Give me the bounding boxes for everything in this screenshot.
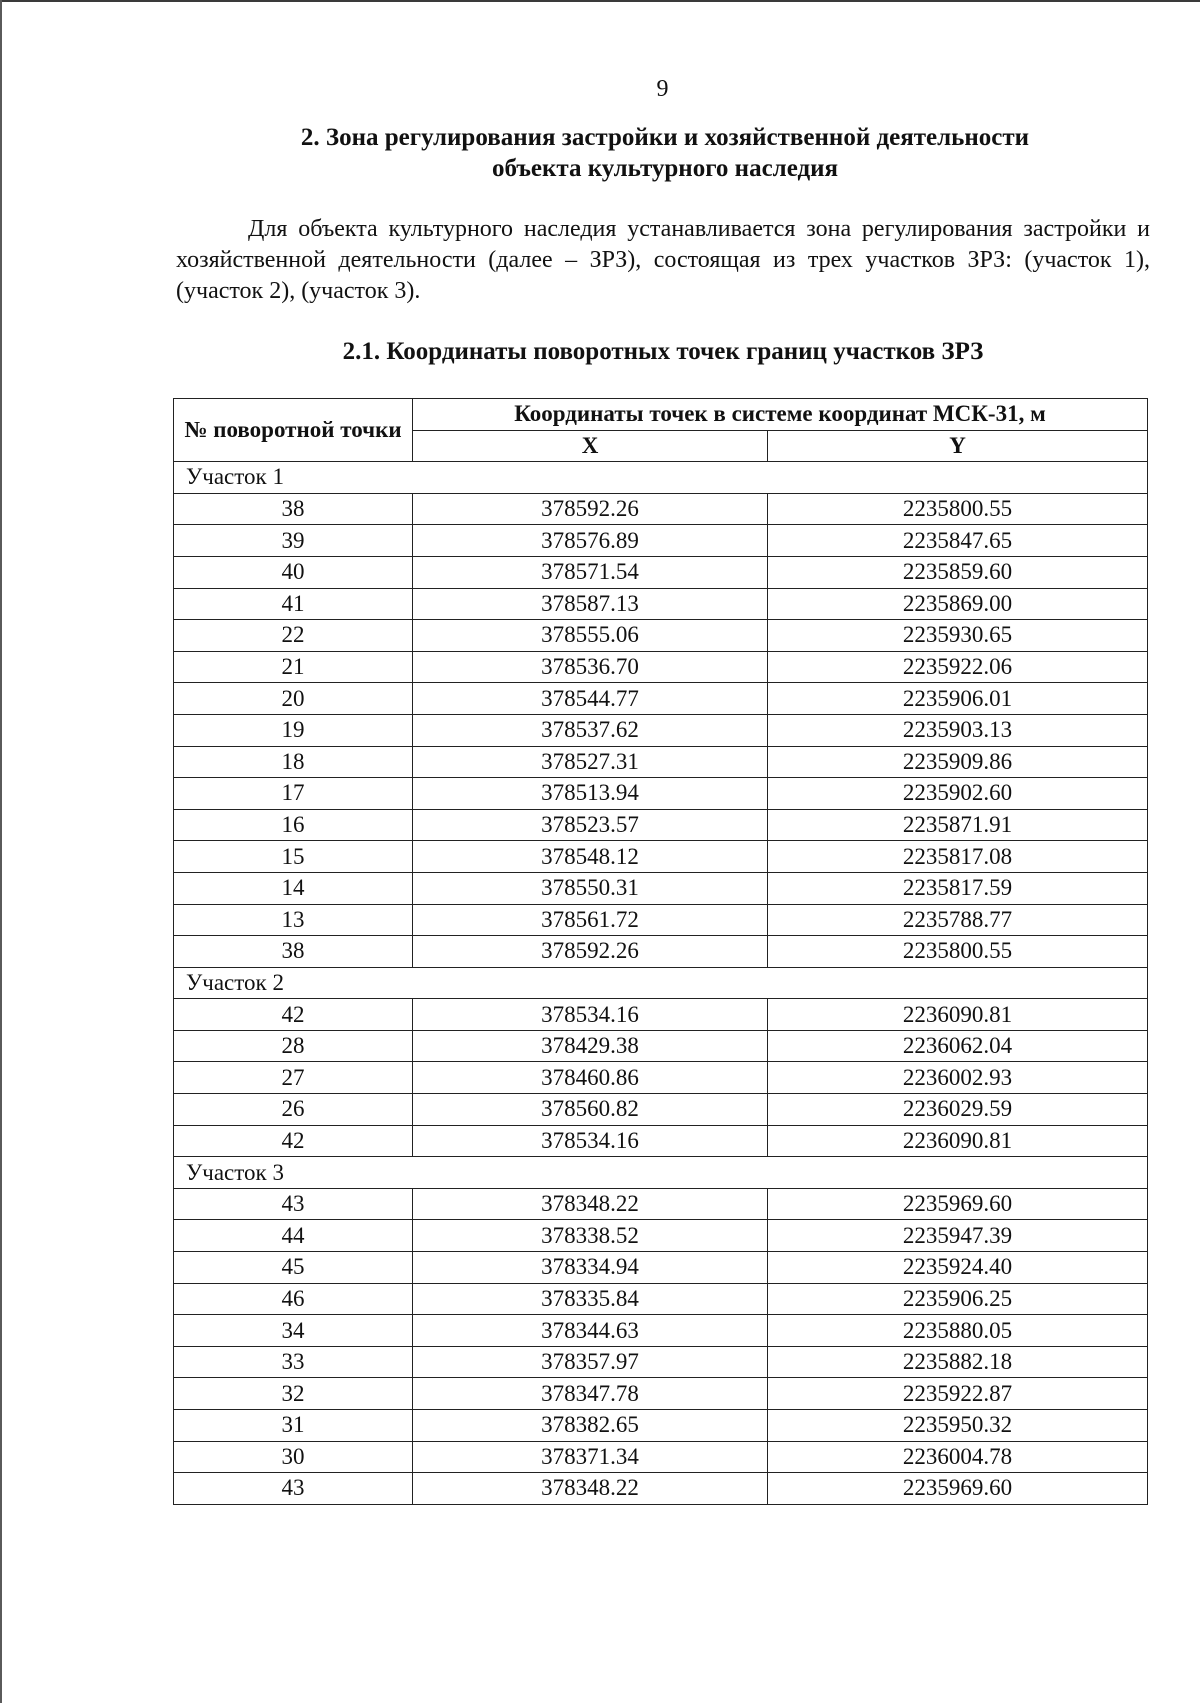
point-number-cell: 42 (174, 999, 413, 1031)
scan-edge-left (0, 0, 2, 1703)
x-coordinate-cell: 378371.34 (413, 1441, 768, 1473)
point-number-cell: 42 (174, 1125, 413, 1157)
table-row (174, 1062, 1148, 1094)
x-coordinate-cell: 378561.72 (413, 904, 768, 936)
point-number-cell: 40 (174, 556, 413, 588)
y-coordinate-cell: 2236090.81 (768, 999, 1148, 1031)
x-coordinate-cell: 378460.86 (413, 1062, 768, 1094)
y-coordinate-cell: 2235969.60 (768, 1473, 1148, 1505)
y-coordinate-cell: 2235906.25 (768, 1283, 1148, 1315)
y-coordinate-cell: 2235969.60 (768, 1188, 1148, 1220)
point-number-cell: 30 (174, 1441, 413, 1473)
x-coordinate-cell: 378347.78 (413, 1378, 768, 1410)
scan-edge-top (0, 0, 1200, 2)
table-row (174, 746, 1148, 778)
x-coordinate-cell: 378560.82 (413, 1094, 768, 1126)
point-number-cell: 38 (174, 936, 413, 968)
table-row (174, 1125, 1148, 1157)
table-row (174, 841, 1148, 873)
x-coordinate-cell: 378357.97 (413, 1346, 768, 1378)
y-coordinate-cell: 2236029.59 (768, 1094, 1148, 1126)
table-row (174, 1188, 1148, 1220)
y-coordinate-cell: 2235950.32 (768, 1410, 1148, 1442)
y-coordinate-cell: 2235817.08 (768, 841, 1148, 873)
point-number-cell: 13 (174, 904, 413, 936)
table-row (174, 588, 1148, 620)
x-coordinate-cell: 378544.77 (413, 683, 768, 715)
table-row (174, 1252, 1148, 1284)
section-title-line-2: объекта культурного наследия (491, 155, 839, 182)
x-coordinate-cell: 378587.13 (413, 588, 768, 620)
table-row (174, 809, 1148, 841)
header-point-number: № поворотной точки (174, 399, 413, 462)
table-row (174, 651, 1148, 683)
y-coordinate-cell: 2235882.18 (768, 1346, 1148, 1378)
table-row (174, 714, 1148, 746)
y-coordinate-cell: 2235788.77 (768, 904, 1148, 936)
point-number-cell: 34 (174, 1315, 413, 1347)
point-number-cell: 45 (174, 1252, 413, 1284)
x-coordinate-cell: 378592.26 (413, 936, 768, 968)
point-number-cell: 38 (174, 493, 413, 525)
x-coordinate-cell: 378348.22 (413, 1188, 768, 1220)
y-coordinate-cell: 2235906.01 (768, 683, 1148, 715)
y-coordinate-cell: 2235871.91 (768, 809, 1148, 841)
point-number-cell: 15 (174, 841, 413, 873)
point-number-cell: 39 (174, 525, 413, 557)
table-row (174, 620, 1148, 652)
x-coordinate-cell: 378550.31 (413, 872, 768, 904)
point-number-cell: 19 (174, 714, 413, 746)
section-label: Участок 3 (174, 1157, 1148, 1189)
x-coordinate-cell: 378335.84 (413, 1283, 768, 1315)
table-row (174, 1030, 1148, 1062)
y-coordinate-cell: 2235924.40 (768, 1252, 1148, 1284)
point-number-cell: 16 (174, 809, 413, 841)
x-coordinate-cell: 378527.31 (413, 746, 768, 778)
y-coordinate-cell: 2235880.05 (768, 1315, 1148, 1347)
table-row (174, 904, 1148, 936)
point-number-cell: 27 (174, 1062, 413, 1094)
coordinates-table-body (174, 462, 1148, 1505)
table-row (174, 1315, 1148, 1347)
table-row (174, 493, 1148, 525)
y-coordinate-cell: 2235800.55 (768, 493, 1148, 525)
x-coordinate-cell: 378523.57 (413, 809, 768, 841)
y-coordinate-cell: 2235859.60 (768, 556, 1148, 588)
y-coordinate-cell: 2236002.93 (768, 1062, 1148, 1094)
y-coordinate-cell: 2235922.87 (768, 1378, 1148, 1410)
table-row (174, 556, 1148, 588)
header-x: X (413, 430, 768, 462)
x-coordinate-cell: 378513.94 (413, 778, 768, 810)
y-coordinate-cell: 2236004.78 (768, 1441, 1148, 1473)
x-coordinate-cell: 378592.26 (413, 493, 768, 525)
x-coordinate-cell: 378536.70 (413, 651, 768, 683)
section-label: Участок 2 (174, 967, 1148, 999)
intro-paragraph: Для объекта культурного наследия устанавливается зона регулирования застройки и хозяйственной деятельности (далее – ЗРЗ), состоящая из трех участков ЗРЗ: (участок 1), (участок 2), (участок 3). (176, 216, 1150, 304)
table-row (174, 1346, 1148, 1378)
x-coordinate-cell: 378571.54 (413, 556, 768, 588)
table-row (174, 1220, 1148, 1252)
y-coordinate-cell: 2235909.86 (768, 746, 1148, 778)
y-coordinate-cell: 2236090.81 (768, 1125, 1148, 1157)
point-number-cell: 43 (174, 1188, 413, 1220)
y-coordinate-cell: 2235903.13 (768, 714, 1148, 746)
point-number-cell: 31 (174, 1410, 413, 1442)
x-coordinate-cell: 378344.63 (413, 1315, 768, 1347)
coordinates-table (173, 398, 1148, 1505)
x-coordinate-cell: 378429.38 (413, 1030, 768, 1062)
table-row (174, 936, 1148, 968)
point-number-cell: 43 (174, 1473, 413, 1505)
table-row (174, 1378, 1148, 1410)
x-coordinate-cell: 378548.12 (413, 841, 768, 873)
y-coordinate-cell: 2235869.00 (768, 588, 1148, 620)
y-coordinate-cell: 2235922.06 (768, 651, 1148, 683)
x-coordinate-cell: 378534.16 (413, 999, 768, 1031)
point-number-cell: 44 (174, 1220, 413, 1252)
x-coordinate-cell: 378338.52 (413, 1220, 768, 1252)
table-row (174, 1094, 1148, 1126)
x-coordinate-cell: 378576.89 (413, 525, 768, 557)
y-coordinate-cell: 2235817.59 (768, 872, 1148, 904)
point-number-cell: 20 (174, 683, 413, 715)
y-coordinate-cell: 2235930.65 (768, 620, 1148, 652)
section-label: Участок 1 (174, 462, 1148, 494)
y-coordinate-cell: 2235947.39 (768, 1220, 1148, 1252)
point-number-cell: 21 (174, 651, 413, 683)
table-row (174, 999, 1148, 1031)
point-number-cell: 14 (174, 872, 413, 904)
x-coordinate-cell: 378348.22 (413, 1473, 768, 1505)
x-coordinate-cell: 378534.16 (413, 1125, 768, 1157)
point-number-cell: 18 (174, 746, 413, 778)
x-coordinate-cell: 378555.06 (413, 620, 768, 652)
header-y: Y (768, 430, 1148, 462)
table-row (174, 1441, 1148, 1473)
table-row (174, 525, 1148, 557)
section-title-line-1: 2. Зона регулирования застройки и хозяйственной деятельности (300, 124, 1030, 151)
page-number: 9 (656, 76, 669, 102)
y-coordinate-cell: 2235800.55 (768, 936, 1148, 968)
point-number-cell: 46 (174, 1283, 413, 1315)
y-coordinate-cell: 2236062.04 (768, 1030, 1148, 1062)
table-row (174, 1283, 1148, 1315)
table-title: 2.1. Координаты поворотных точек границ участков ЗРЗ (342, 338, 984, 365)
x-coordinate-cell: 378382.65 (413, 1410, 768, 1442)
point-number-cell: 33 (174, 1346, 413, 1378)
point-number-cell: 22 (174, 620, 413, 652)
point-number-cell: 41 (174, 588, 413, 620)
header-coordinates: Координаты точек в системе координат МСК-31, м (413, 399, 1148, 431)
point-number-cell: 17 (174, 778, 413, 810)
table-row (174, 872, 1148, 904)
x-coordinate-cell: 378537.62 (413, 714, 768, 746)
y-coordinate-cell: 2235902.60 (768, 778, 1148, 810)
table-row (174, 778, 1148, 810)
section-row (174, 462, 1148, 494)
y-coordinate-cell: 2235847.65 (768, 525, 1148, 557)
table-row (174, 1473, 1148, 1505)
table-row (174, 683, 1148, 715)
section-row (174, 967, 1148, 999)
x-coordinate-cell: 378334.94 (413, 1252, 768, 1284)
point-number-cell: 28 (174, 1030, 413, 1062)
point-number-cell: 26 (174, 1094, 413, 1126)
table-row (174, 1410, 1148, 1442)
section-row (174, 1157, 1148, 1189)
section-title (180, 122, 1150, 184)
point-number-cell: 32 (174, 1378, 413, 1410)
